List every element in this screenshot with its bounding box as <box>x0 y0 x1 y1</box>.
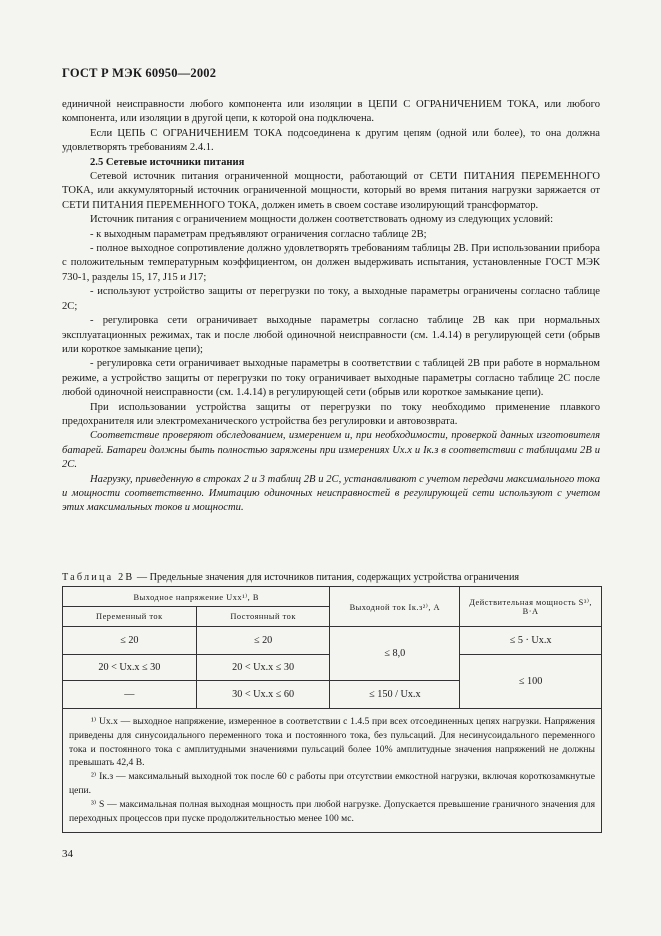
cell-ac: 20 < Uх.х ≤ 30 <box>63 655 197 681</box>
header-dc: Постоянный ток <box>196 607 330 627</box>
list-item: - используют устройство защиты от перегрузки по току, а выходные параметры ограничены согласно таблице 2С; <box>62 286 600 312</box>
table-caption-text: — Предельные значения для источников питания, содержащих устройства ограничения <box>134 572 520 583</box>
header-voltage-group: Выходное напряжение Uхх¹⁾, В <box>63 587 330 607</box>
paragraph: При использовании устройства защиты от перегрузки по току необходимо применение плавкого предохранителя или электромеханического устройства без регулировки и автовозврата. <box>62 401 600 427</box>
header-output-current: Выходной ток Iк.з²⁾, А <box>330 587 460 627</box>
cell-current: ≤ 8,0 <box>330 627 460 681</box>
limits-table <box>62 586 602 709</box>
paragraph: Если ЦЕПЬ С ОГРАНИЧЕНИЕМ ТОКА подсоединена к другим цепям (одной или более), то она должна удовлетворять требованиям 2.4.1. <box>62 127 600 154</box>
footnote: ²⁾ Iк.з — максимальный выходной ток после 60 с работы при отсутствии емкостной нагрузки, включая короткозамкнутые цепи. <box>69 771 595 796</box>
cell-power: ≤ 5 · Uх.х <box>460 627 602 655</box>
cell-dc: 30 < Uх.х ≤ 60 <box>196 681 330 709</box>
list-item: - полное выходное сопротивление должно удовлетворять требованиям таблицы 2В. При использовании прибора с положительным температурным коэффициентом, он должен выдерживать испытания, установленные ГОСТ МЭК 730-1, разделы 15, 17, J15 и J17; <box>62 243 600 283</box>
compliance-paragraph: Нагрузку, приведенную в строках 2 и 3 таблиц 2В и 2С, устанавливают с учетом передачи максимального тока и мощности соответственно. Имитацию одиночных неисправностей в регулирующей сети используют с учетом этих максимальных токов и мощности. <box>62 473 600 514</box>
table-caption-label: Таблица 2В <box>62 572 135 583</box>
cell-ac: — <box>63 681 197 709</box>
paragraph: Источник питания с ограничением мощности должен соответствовать одному из следующих условий: <box>90 214 554 226</box>
section-heading: 2.5 Сетевые источники питания <box>90 156 245 168</box>
list-item: - к выходным параметрам предъявляют ограничения согласно таблице 2В; <box>90 228 427 240</box>
body-text <box>62 98 600 516</box>
footnote: ³⁾ S — максимальная полная выходная мощность при любой нагрузке. Допускается превышение граничного значения для переходных процессов при пуске продолжительностью менее 100 мс. <box>69 798 595 824</box>
list-item: - регулировка сети ограничивает выходные параметры согласно таблице 2В как при нормальных эксплуатационных режимах, так и после любой одиночной неисправности (см. 1.4.14) в регулирующей сети (обрыв или короткое замыкание цепи); <box>62 315 600 355</box>
cell-power: ≤ 100 <box>460 655 602 709</box>
table-footnotes <box>62 709 602 833</box>
cell-dc: 20 < Uх.х ≤ 30 <box>196 655 330 681</box>
cell-current: ≤ 150 / Uх.х <box>330 681 460 709</box>
header-ac: Переменный ток <box>63 607 197 627</box>
cell-ac: ≤ 20 <box>63 627 197 655</box>
header-apparent-power: Действительная мощность S³⁾, В·А <box>460 587 602 627</box>
table-caption <box>62 572 602 583</box>
page-header: ГОСТ Р МЭК 60950—2002 <box>62 66 217 80</box>
footnote: ¹⁾ Uх.х — выходное напряжение, измеренное в соответствии с 1.4.5 при всех отсоединенных цепях нагрузки. Напряжения приведены для синусоидального переменного тока и постоянного тока, без пульсаций. Для несинусоидального переменного тока и постоянного тока с амплитудными значениями пульсаций более 10% амплитудные значения напряжений не должны превышать 42,4 В. <box>69 716 595 769</box>
paragraph: единичной неисправности любого компонента или изоляции в ЦЕПИ С ОГРАНИЧЕНИЕМ ТОКА, или любого компонента, или изоляции в другой цепи, к которой она подключена. <box>62 99 600 125</box>
list-item: - регулировка сети ограничивает выходные параметры в соответствии с таблицей 2В при работе в нормальном режиме, а устройство защиты от перегрузки по току ограничивает выходные параметры согласно таблице 2С после любой одиночной неисправности (см. 1.4.14) в регулирующей сети (обрыв или короткое замыкание цепи). <box>62 358 600 399</box>
page-number: 34 <box>62 848 73 860</box>
compliance-paragraph: Соответствие проверяют обследованием, измерением и, при необходимости, проверкой данных изготовителя батарей. Батареи должны быть полностью заряжены при измерениях Uх.х и Iк.з в соответствии с таблицами 2В и 2С. <box>62 430 600 471</box>
cell-dc: ≤ 20 <box>196 627 330 655</box>
paragraph: Сетевой источник питания ограниченной мощности, работающий от СЕТИ ПИТАНИЯ ПЕРЕМЕННОГО ТОКА, или аккумуляторный источник ограниченной мощности, который во время питания нагрузки заряжается от СЕТИ ПИТАНИЯ ПЕРЕМЕННОГО ТОКА, должен иметь в своем составе изолирующий трансформатор. <box>62 171 600 211</box>
